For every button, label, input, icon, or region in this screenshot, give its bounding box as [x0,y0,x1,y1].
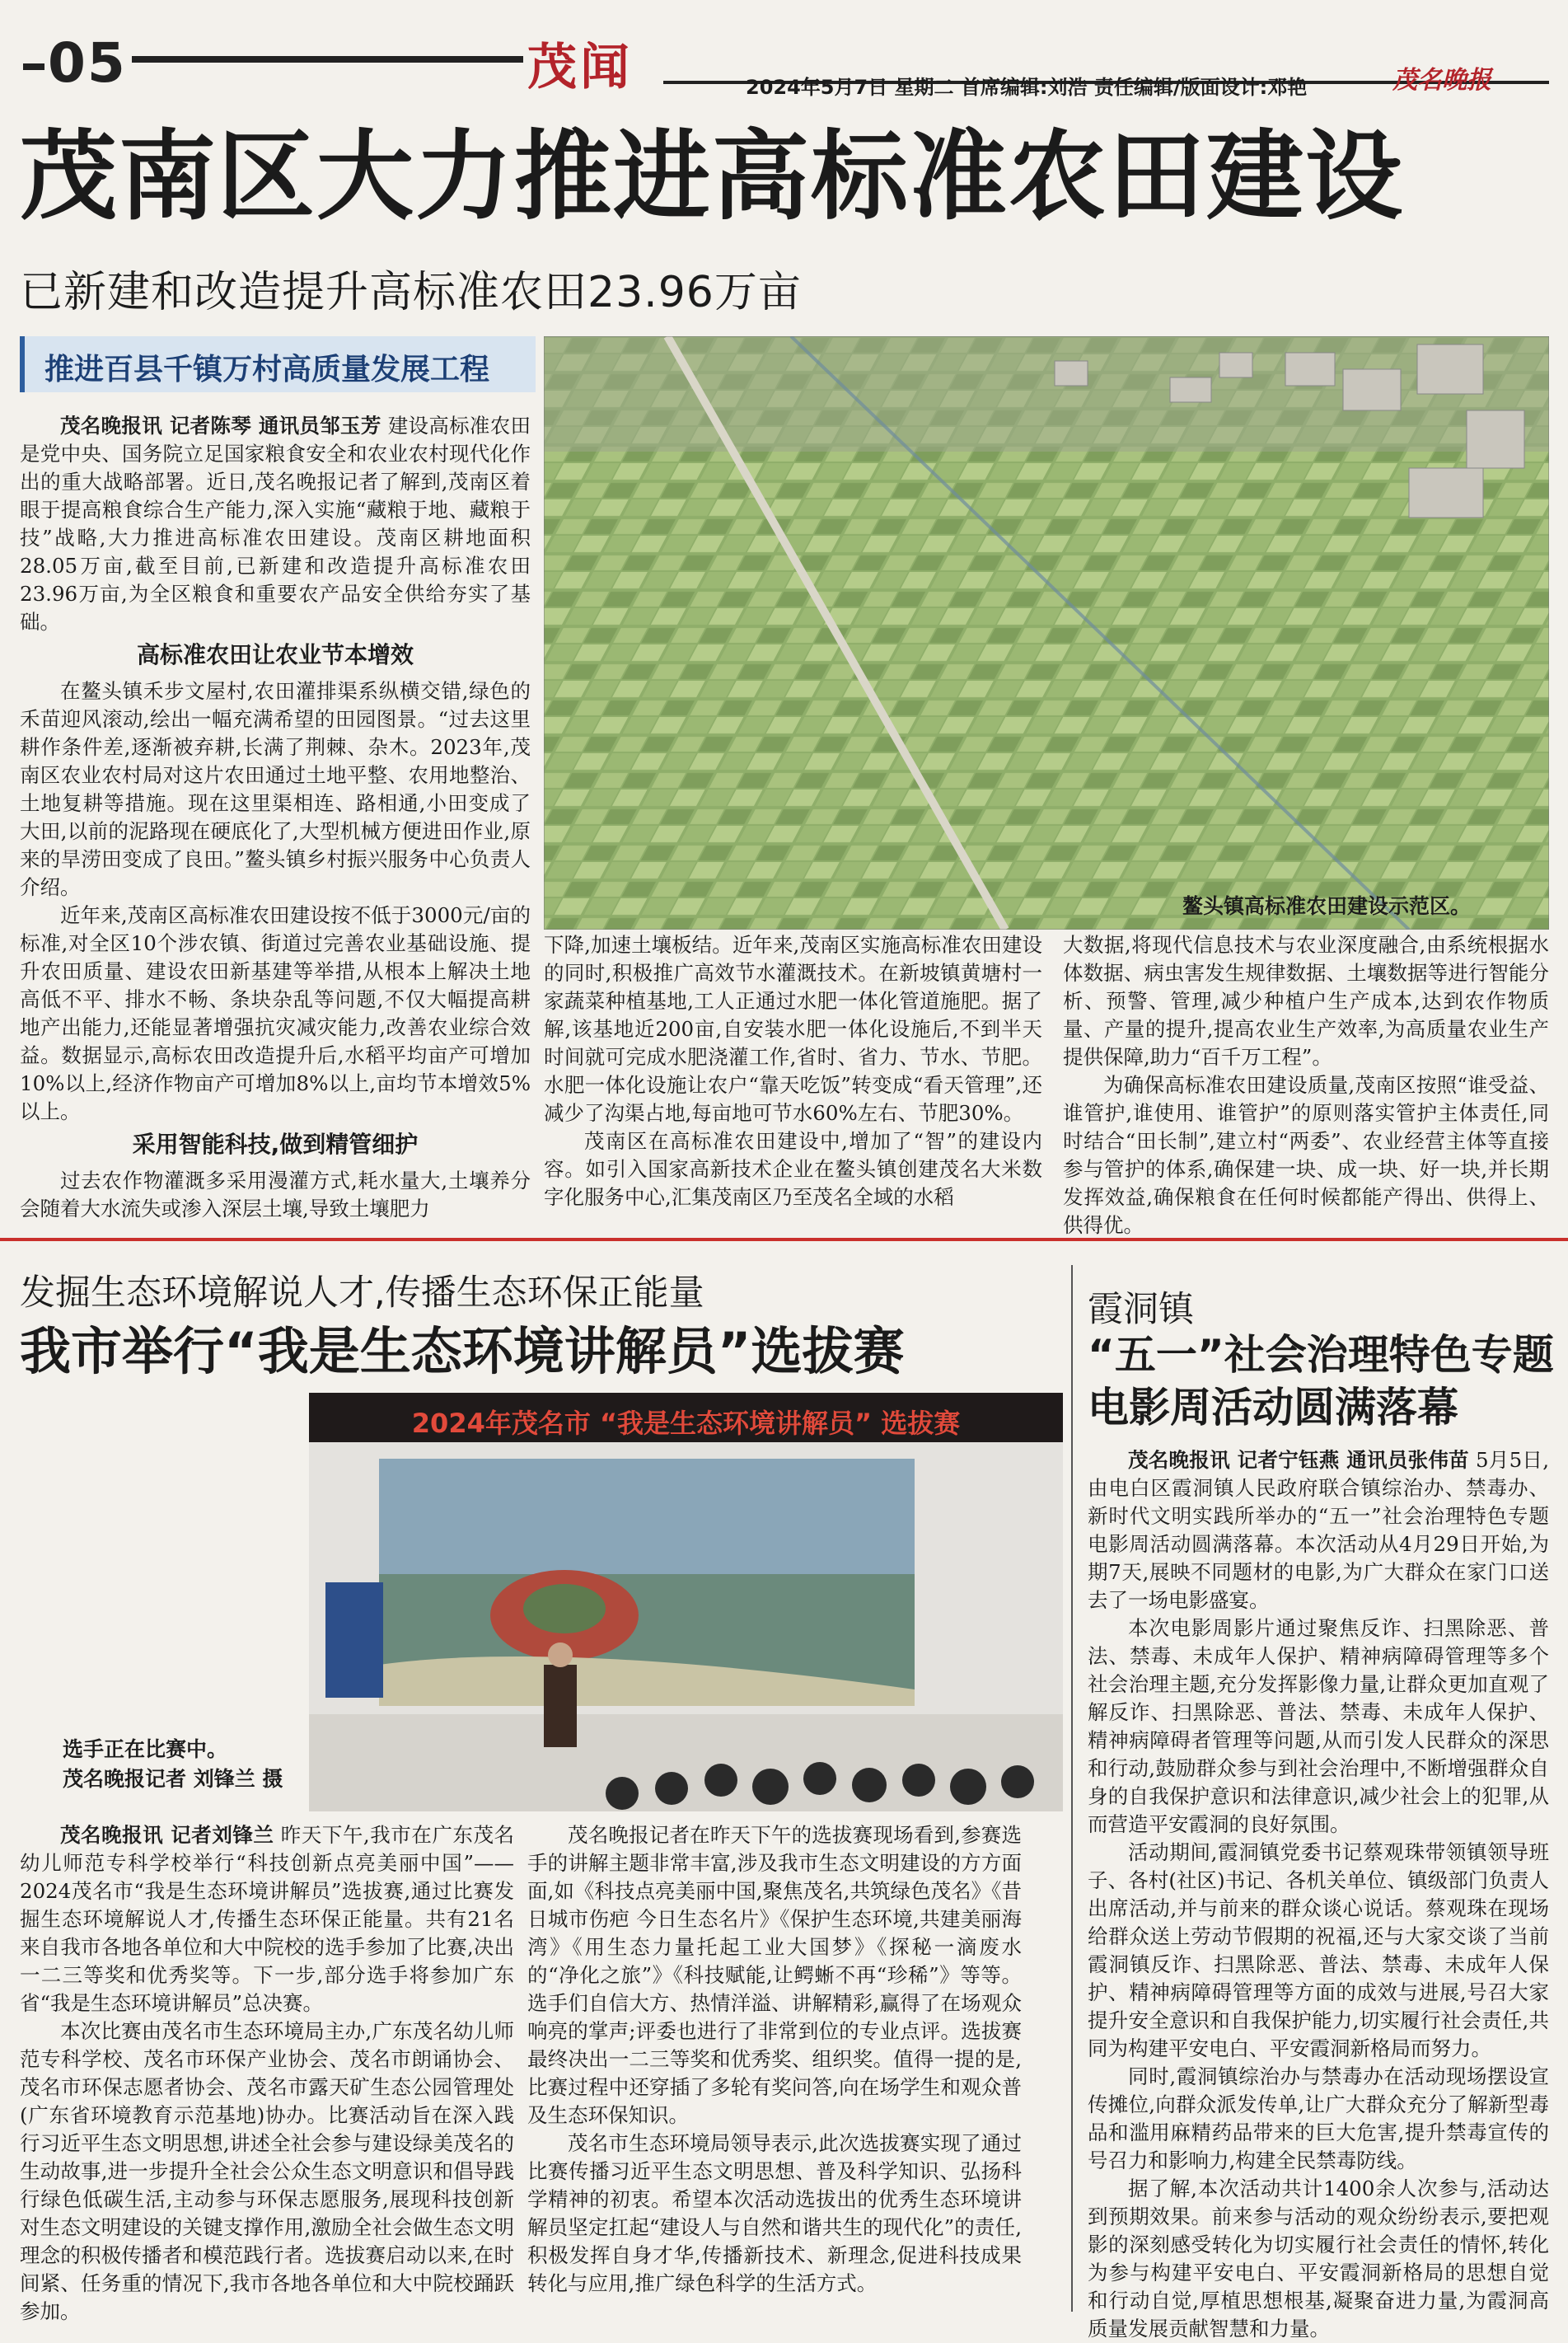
topic-tag [20,336,536,392]
story1-byline: 茂名晚报讯 记者陈琴 通讯员邹玉芳 [60,414,381,438]
contest-banner: 2024年茂名市 “我是生态环境讲解员” 选拔赛 [411,1408,961,1439]
story1-paragraph: 茂南区在高标准农田建设中,增加了“智”的建设内容。如引入国家高新技术企业在鳌头镇创建茂名大米数字化服务中心,汇集茂南区乃至茂名全域的水稻 [544,1129,1042,1209]
section-divider [0,1238,1568,1241]
contest-photo-caption [63,1735,283,1794]
contest-stage-photo [309,1393,1063,1811]
farmland-illustration [544,336,1549,930]
story2-column-2 [527,1821,1022,2298]
story3-byline: 茂名晚报讯 记者宁钰燕 通讯员张伟苗 [1128,1448,1469,1472]
page-number [23,31,127,95]
story1-subtitle-2: 采用智能科技,做到精管细护 [132,1131,419,1158]
story2-kicker: 发掘生态环境解说人才,传播生态环保正能量 [20,1272,704,1314]
header-rule-left [132,56,523,63]
section-name: 茂闻 [527,39,633,96]
story3-column [1088,1446,1549,2343]
farmland-aerial-photo [544,336,1549,930]
story1-paragraph: 大数据,将现代信息技术与农业深度融合,由系统根据水体数据、病虫害发生规律数据、土壤数据等进行智能分析、预警、管理,减少种植户生产成本,达到农作物质量、产量的提升,提高农业生产效率,为高质量农业生产提供保障,助力“百千万工程”。 [1063,933,1549,1069]
story1-paragraph: 过去农作物灌溉多采用漫灌方式,耗水量大,土壤养分会随着大水流失或渗入深层土壤,导致土壤肥力 [20,1169,531,1221]
story3-lead: 5月5日,由电白区霞洞镇人民政府联合镇综治办、禁毒办、新时代文明实践所举办的“五一”社会治理特色专题电影周活动圆满落幕。本次活动从4月29日开始,为期7天,展映不同题材的电影,为广大群众在家门口送去了一场电影盛宴。 [1088,1448,1549,1612]
newspaper-logo: 茂名晚报 [1392,66,1491,95]
column-rule [1071,1265,1073,2312]
story2-paragraph: 茂名晚报记者在昨天下午的选拔赛现场看到,参赛选手的讲解主题非常丰富,涉及我市生态文明建设的方方面面,如《科技点亮美丽中国,聚焦茂名,共筑绿色茂名》《昔日城市伤疤 今日生态名片》《保护生态环境,共建美丽海湾》《用生态力量托起工业大国梦》《探秘一滴废水的“净化之旅”》《科技赋能,让鳄蜥不再“珍稀”》等等。选手们自信大方、热情洋溢、讲解精彩,赢得了在场观众响亮的掌声;评委也进行了非常到位的专业点评。选拔赛最终决出一二三等奖和优秀奖、组织奖。值得一提的是,比赛过程中还穿插了多轮有奖问答,向在场学生和观众普及生态环保知识。 [527,1823,1022,2127]
story2-paragraph: 本次比赛由茂名市生态环境局主办,广东茂名幼儿师范专科学校、茂名市环保产业协会、茂名市朗诵协会、茂名市环保志愿者协会、茂名市露天矿生态公园管理处(广东省环境教育示范基地)协办。比赛活动旨在深入践行习近平生态文明思想,讲述全社会参与建设绿美茂名的生动故事,进一步提升全社会公众生态文明意识和倡导践行绿色低碳生活,主动参与环保志愿服务,展现科技创新对生态文明建设的关键支撑作用,激励全社会做生态文明理念的积极传播者和模范践行者。选拔赛启动以来,在时间紧、任务重的情况下,我市各地各单位和大中院校踊跃参加。 [20,2019,514,2323]
story2-headline: 我市举行“我是生态环境讲解员”选拔赛 [20,1321,905,1381]
contest-photo-caption-line-1: 选手正在比赛中。 [63,1737,228,1761]
story1-column-1 [20,412,531,1223]
story3-kicker: 霞洞镇 [1088,1289,1194,1330]
story1-paragraph: 近年来,茂南区高标准农田建设按不低于3000元/亩的标准,对全区10个涉农镇、街道过完善农业基础设施、提升农田质量、建设农田新基建等举措,从根本上解决土地高低不平、排水不畅、条块杂乱等问题,不仅大幅提高耕地产出能力,还能显著增强抗灾减灾能力,改善农业综合效益。数据显示,高标农田改造提升后,水稻平均亩产可增加10%以上,经济作物亩产可增加8%以上,亩均节本增效5%以上。 [20,903,531,1123]
story2-byline: 茂名晚报讯 记者刘锋兰 [60,1823,274,1847]
story3-paragraph: 同时,霞洞镇综治办与禁毒办在活动现场摆设宣传摊位,向群众派发传单,让广大群众充分了解新型毒品和滥用麻精药品带来的巨大危害,提升禁毒宣传的号召力和影响力,构建全民禁毒防线。 [1088,2064,1549,2172]
main-subhead: 已新建和改造提升高标准农田23.96万亩 [20,268,802,317]
page-number-text: 05 [48,31,127,95]
story3-headline: “五一”社会治理特色专题电影周活动圆满落幕 [1088,1331,1554,1432]
story1-lead: 建设高标准农田是党中央、国务院立足国家粮食安全和农业农村现代化作出的重大战略部署。近日,茂名晚报记者了解到,茂南区着眼于提高粮食综合生产能力,深入实施“藏粮于地、藏粮于技”战略,大力推进高标准农田建设。茂南区耕地面积28.05万亩,截至目前,已新建和改造提升高标准农田23.96万亩,为全区粮食和重要农产品安全供给夯实了基础。 [20,414,531,634]
story1-paragraph: 为确保高标准农田建设质量,茂南区按照“谁受益、谁管护,谁使用、谁管护”的原则落实管护主体责任,同时结合“田长制”,建立村“两委”、农业经营主体等直接参与管护的体系,确保建一块、成一块、好一块,并长期发挥效益,确保粮食在任何时候都能产得出、供得上、供得优。 [1063,1073,1549,1237]
story3-paragraph: 本次电影周影片通过聚焦反诈、扫黑除恶、普法、禁毒、未成年人保护、精神病障碍管理等多个社会治理主题,充分发挥影像力量,让群众更加直观了解反诈、扫黑除恶、普法、禁毒、未成年人保护、精神病障碍者管理等问题,从而引发人民群众的深思和行动,鼓励群众参与到社会治理中,不断增强群众自身的自我保护意识和法律意识,减少社会上的犯罪,从而营造平安霞洞的良好氛围。 [1088,1616,1549,1836]
story1-column-2 [544,931,1042,1211]
main-headline: 茂南区大力推进高标准农田建设 [20,119,1405,233]
farmland-photo-caption: 鳌头镇高标准农田建设示范区。 [1182,894,1472,918]
dateline: 2024年5月7日 星期二 首席编辑:刘浩 责任编辑/版面设计:邓艳 [746,76,1308,99]
story2-paragraph: 茂名市生态环境局领导表示,此次选拔赛实现了通过比赛传播习近平生态文明思想、普及科学知识、弘扬科学精神的初衷。希望本次活动选拔出的优秀生态环境讲解员坚定扛起“建设人与自然和谐共生的现代化”的责任,积极发挥自身才华,传播新技术、新理念,促进科技成果转化与应用,推广绿色科学的生活方式。 [527,2131,1022,2295]
topic-tag-text: 推进百县千镇万村高质量发展工程 [44,353,490,387]
story2-column-1 [20,1821,514,2326]
story3-paragraph: 据了解,本次活动共计1400余人次参与,活动达到预期效果。前来参与活动的观众纷纷表示,要把观影的深刻感受转化为切实履行社会责任的情怀,转化为参与构建平安电白、平安霞洞新格局的思想自觉和行动自觉,厚植思想根基,凝聚奋进力量,为霞洞高质量发展贡献智慧和力量。 [1088,2177,1549,2341]
story1-paragraph: 在鳌头镇禾步文屋村,农田灌排渠系纵横交错,绿色的禾苗迎风滚动,绘出一幅充满希望的田园图景。“过去这里耕作条件差,逐渐被弃耕,长满了荆棘、杂木。2023年,茂南区农业农村局对这片农田通过土地平整、农用地整治、土地复耕等措施。现在这里渠相连、路相通,小田变成了大田,以前的泥路现在硬底化了,大型机械方便进田作业,原来的旱涝田变成了良田。”鳌头镇乡村振兴服务中心负责人介绍。 [20,679,531,899]
story1-paragraph: 下降,加速土壤板结。近年来,茂南区实施高标准农田建设的同时,积极推广高效节水灌溉技术。在新坡镇黄塘村一家蔬菜种植基地,工人正通过水肥一体化管道施肥。据了解,该基地近200亩,自安装水肥一体化设施后,不到半天时间就可完成水肥浇灌工作,省时、省力、节水、节肥。水肥一体化设施让农户“靠天吃饭”转变成“看天管理”,还减少了沟渠占地,每亩地可节水60%左右、节肥30%。 [544,933,1042,1125]
story1-subtitle-1: 高标准农田让农业节本增效 [136,641,414,668]
story3-paragraph: 活动期间,霞洞镇党委书记蔡观珠带领镇领导班子、各村(社区)书记、各机关单位、镇级部门负责人出席活动,并与前来的群众谈心说话。蔡观珠在现场给群众送上劳动节假期的祝福,还与大家交谈了当前霞洞镇反诈、扫黑除恶、普法、禁毒、未成年人保护、精神病障碍管理等方面的成效与进展,号召大家提升安全意识和自我保护能力,切实履行社会责任,共同为构建平安电白、平安霞洞新格局而努力。 [1088,1840,1549,2060]
contest-stage-illustration [309,1393,1063,1811]
contest-photo-caption-line-2: 茂名晚报记者 刘锋兰 摄 [63,1767,283,1791]
story1-column-3 [1063,931,1549,1239]
story2-lead: 昨天下午,我市在广东茂名幼儿师范专科学校举行“科技创新点亮美丽中国”——2024茂名市“我是生态环境讲解员”选拔赛,通过比赛发掘生态环境解说人才,传播生态环保正能量。共有21名来自我市各地各单位和大中院校的选手参加了比赛,决出一二三等奖和优秀奖等。下一步,部分选手将参加广东省“我是生态环境讲解员”总决赛。 [20,1823,514,2015]
